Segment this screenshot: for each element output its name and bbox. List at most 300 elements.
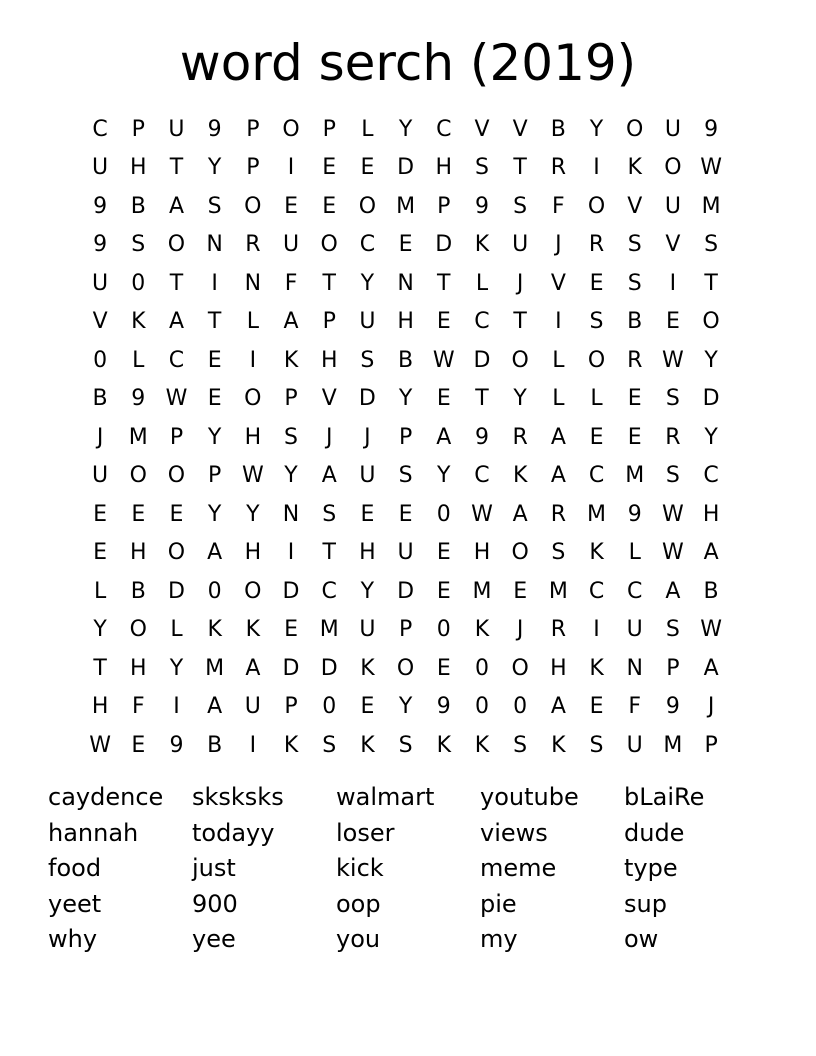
grid-letter: E [436,578,451,604]
grid-letter: W [700,617,722,643]
grid-letter: 0 [513,694,528,720]
grid-letter: U [92,155,109,181]
grid-letter: R [627,347,643,373]
word-list-item: you [336,925,381,954]
grid-letter: Y [360,578,375,604]
grid-letter: D [473,347,491,373]
grid-letter: A [436,424,452,450]
grid-letter: E [207,347,222,373]
grid-letter: C [436,116,452,142]
grid-letter: A [550,463,566,489]
grid-letter: 0 [436,617,451,643]
grid-letter: U [626,732,643,758]
grid-letter: H [473,540,491,566]
grid-letter: W [432,347,455,373]
grid-letter: U [244,694,261,720]
word-list-item: caydence [48,783,164,811]
grid-letter: E [93,501,108,527]
grid-letter: 9 [93,193,108,219]
grid-letter: U [664,116,681,142]
grid-letter: I [173,694,180,720]
grid-letter: L [93,578,107,604]
grid-letter: C [474,463,490,489]
grid-letter: M [128,424,148,450]
grid-letter: K [283,347,299,373]
grid-letter: K [627,155,642,181]
grid-letter: L [475,270,489,296]
grid-letter: S [589,732,604,758]
word-column [480,780,624,958]
grid-letter: S [627,270,642,296]
grid-letter: F [284,270,298,296]
grid-letter: A [665,578,681,604]
grid-letter: L [552,386,565,412]
grid-letter: K [283,732,299,758]
grid-letter: M [625,463,645,489]
grid-letter: U [512,232,529,258]
grid-letter: H [130,655,147,681]
grid-letter: S [627,232,642,258]
grid-letter: O [511,655,529,681]
word-list-item: 900 [192,889,238,918]
grid-letter: O [167,540,186,566]
grid-letter: P [246,155,260,181]
grid-letter: C [92,116,108,142]
grid-letter: B [92,386,108,412]
grid-letter: K [360,655,375,681]
word-column [336,780,480,958]
grid-letter: O [358,193,377,219]
grid-letter: V [321,386,337,412]
grid-letter: D [320,655,338,681]
grid-letter: V [92,309,108,335]
word-column [624,780,768,958]
grid-letter: D [702,386,720,412]
grid-letter: H [550,655,567,681]
word-list-item: meme [480,854,557,883]
grid-letter: I [287,540,295,566]
grid-letter: L [361,116,374,142]
grid-letter: U [92,463,109,489]
grid-letter: E [398,501,413,527]
grid-letter: A [703,655,719,681]
grid-letter: S [360,347,375,373]
grid-letter: S [589,309,604,335]
grid-letter: H [244,540,262,566]
grid-letter: W [165,386,188,412]
grid-row [81,418,731,457]
grid-letter: S [665,617,680,643]
word-list-item: kick [336,854,384,883]
grid-letter: O [244,386,262,412]
grid-row [81,226,731,265]
grid-letter: V [512,116,528,142]
grid-letter: O [587,347,606,373]
grid-letter: V [627,193,643,219]
grid-letter: Y [284,463,298,489]
grid-letter: I [249,347,257,373]
grid-letter: O [511,347,529,373]
grid-letter: 0 [436,501,451,527]
word-list-item: my [480,925,518,954]
word-list-item: why [48,925,98,954]
grid-letter: E [169,501,184,527]
grid-letter: I [669,270,677,296]
grid-letter: Y [93,617,107,643]
word-list-item: walmart [336,783,435,811]
grid-letter: Y [437,463,451,489]
grid-letter: J [325,424,333,450]
grid-row [81,341,731,380]
grid-letter: E [589,270,604,296]
word-list-item: type [624,854,678,883]
grid-letter: N [244,270,262,296]
word-list-item: sup [624,889,667,918]
grid-letter: U [92,270,109,296]
grid-letter: A [550,424,566,450]
grid-letter: E [322,193,337,219]
grid-letter: Y [704,424,718,450]
grid-letter: T [513,155,527,181]
grid-letter: E [360,501,375,527]
word-column [192,780,336,958]
grid-letter: B [130,578,146,604]
grid-letter: K [551,732,566,758]
grid-letter: S [398,463,413,489]
grid-letter: S [665,463,680,489]
word-list-item: hannah [48,818,139,847]
page-title: word serch (2019) [179,34,637,92]
grid-letter: I [593,617,600,643]
word-column [48,780,192,958]
grid-row [81,495,731,534]
grid-letter: C [588,463,605,489]
grid-letter: Y [207,501,222,527]
grid-letter: T [169,155,184,181]
grid-letter: N [626,655,643,681]
grid-letter: N [282,501,300,527]
grid-letter: A [283,309,299,335]
grid-letter: O [129,463,147,489]
grid-letter: V [550,270,566,296]
grid-letter: M [472,578,492,604]
grid-letter: J [364,424,371,450]
grid-letter: T [513,309,527,335]
grid-letter: K [245,617,261,643]
grid-letter: E [436,655,451,681]
grid-letter: R [245,232,261,258]
grid-letter: E [436,540,451,566]
grid-letter: P [246,116,260,142]
grid-letter: M [205,655,225,681]
grid-letter: Y [246,501,260,527]
grid-row [81,611,731,650]
grid-letter: Y [398,386,413,412]
grid-letter: W [662,501,684,527]
word-bank [48,780,768,958]
grid-letter: T [475,386,489,412]
grid-letter: U [282,232,300,258]
grid-letter: B [550,116,566,142]
grid-letter: L [246,309,259,335]
grid-row [81,457,731,496]
grid-letter: K [474,617,490,643]
word-list-item: todayy [192,818,275,847]
grid-letter: A [703,540,719,566]
grid-letter: W [662,540,684,566]
grid-letter: K [131,309,146,335]
word-list-item: yee [192,925,236,954]
grid-letter: K [360,732,375,758]
word-list-item: pie [480,889,517,918]
grid-letter: E [360,155,375,181]
grid-letter: E [131,732,146,758]
grid-letter: T [207,309,222,335]
grid-row [81,380,731,419]
grid-row [81,572,731,611]
grid-letter: W [89,732,111,758]
grid-letter: D [282,655,300,681]
grid-letter: 9 [704,116,719,142]
grid-letter: A [321,463,337,489]
grid-letter: O [167,463,186,489]
grid-letter: E [284,617,298,643]
grid-letter: D [397,155,415,181]
grid-letter: E [589,424,604,450]
grid-letter: E [627,424,642,450]
word-list-item: bLaiRe [624,783,705,811]
grid-letter: 0 [131,270,146,296]
grid-letter: R [588,232,605,258]
grid-letter: O [320,232,338,258]
grid-letter: Y [513,386,527,412]
grid-letter: E [665,309,680,335]
grid-letter: A [207,540,223,566]
grid-letter: O [664,155,682,181]
grid-letter: H [130,540,147,566]
grid-letter: E [398,232,413,258]
grid-letter: E [436,386,451,412]
grid-letter: D [358,386,376,412]
grid-letter: I [555,309,562,335]
grid-letter: K [589,540,604,566]
grid-letter: M [701,193,721,219]
grid-letter: T [169,270,184,296]
grid-letter: P [169,424,184,450]
grid-letter: T [322,540,336,566]
grid-letter: E [436,309,451,335]
grid-letter: E [207,386,222,412]
grid-letter: I [593,155,600,181]
grid-letter: D [397,578,415,604]
grid-letter: O [167,232,186,258]
grid-letter: P [666,655,680,681]
grid-letter: 9 [436,694,451,720]
grid-letter: S [131,232,146,258]
grid-letter: B [207,732,223,758]
grid-letter: B [627,309,643,335]
grid-letter: R [550,617,566,643]
grid-letter: J [707,694,715,720]
grid-letter: P [398,617,413,643]
grid-letter: O [587,193,606,219]
grid-letter: V [474,116,490,142]
grid-letter: E [513,578,528,604]
grid-row [81,649,731,688]
grid-letter: C [703,463,719,489]
grid-letter: C [474,309,490,335]
grid-letter: O [129,617,147,643]
grid-letter: L [132,347,145,373]
grid-letter: A [512,501,528,527]
grid-letter: L [590,386,603,412]
grid-letter: K [207,617,222,643]
grid-letter: K [474,232,490,258]
grid-letter: H [91,694,109,720]
grid-letter: L [552,347,565,373]
grid-letter: V [665,232,681,258]
grid-letter: E [93,540,108,566]
grid-letter: 9 [169,732,184,758]
grid-row [81,110,731,149]
grid-letter: F [131,694,145,720]
grid-letter: 0 [474,694,489,720]
grid-letter: S [513,732,528,758]
grid-letter: P [704,732,718,758]
grid-letter: 0 [322,694,337,720]
grid-letter: H [435,155,453,181]
word-list-item: dude [624,818,685,847]
grid-letter: U [168,116,185,142]
grid-letter: P [398,424,413,450]
grid-letter: N [206,232,223,258]
grid-letter: 0 [474,655,489,681]
grid-letter: O [702,309,720,335]
grid-letter: B [398,347,414,373]
grid-letter: E [322,155,337,181]
grid-letter: Y [398,694,413,720]
grid-letter: T [322,270,336,296]
grid-letter: J [516,270,524,296]
grid-letter: O [244,193,262,219]
grid-letter: T [437,270,451,296]
grid-letter: W [471,501,493,527]
grid-letter: H [244,424,262,450]
grid-row [81,688,731,727]
grid-letter: K [589,655,604,681]
grid-letter: Y [704,347,718,373]
grid-row [81,534,731,573]
grid-letter: S [207,193,222,219]
grid-letter: R [550,501,566,527]
grid-letter: L [170,617,183,643]
grid-letter: I [211,270,218,296]
word-list-item: ow [624,925,659,954]
grid-letter: H [397,309,414,335]
grid-letter: 9 [474,193,489,219]
grid-row [81,726,731,765]
word-list-item: oop [336,889,381,918]
grid-letter: O [282,116,300,142]
grid-letter: F [552,193,565,219]
grid-letter: P [437,193,451,219]
grid-letter: I [249,732,257,758]
grid-letter: O [396,655,415,681]
grid-letter: R [665,424,681,450]
grid-letter: 9 [131,386,146,412]
grid-letter: D [167,578,185,604]
grid-letter: U [359,309,376,335]
word-list-item: yeet [48,889,102,918]
grid-letter: J [516,617,524,643]
grid-letter: W [700,155,722,181]
grid-letter: D [435,232,453,258]
grid-letter: 9 [665,694,680,720]
grid-letter: Y [169,655,184,681]
word-list-item: youtube [480,783,579,811]
grid-letter: B [130,193,146,219]
grid-letter: 9 [207,116,222,142]
grid-letter: K [512,463,528,489]
grid-letter: U [359,463,376,489]
grid-letter: C [627,578,643,604]
grid-letter: U [397,540,414,566]
grid-letter: U [359,617,376,643]
grid-letter: L [628,540,641,566]
grid-letter: W [662,347,684,373]
grid-row [81,303,731,342]
word-list-item: sksksks [192,783,284,811]
grid-letter: 0 [93,347,108,373]
grid-letter: H [320,347,338,373]
grid-row [81,187,731,226]
grid-letter: C [168,347,185,373]
grid-letter: S [322,501,337,527]
grid-letter: S [398,732,413,758]
word-list-item: loser [336,818,395,847]
grid-row [81,264,731,303]
grid-letter: O [626,116,644,142]
grid-letter: P [208,463,222,489]
grid-letter: E [284,193,298,219]
grid-letter: E [627,386,642,412]
grid-letter: Y [207,424,222,450]
grid-letter: Y [589,116,604,142]
grid-letter: N [397,270,414,296]
grid-letter: 9 [627,501,642,527]
word-list-item: just [192,854,236,883]
grid-letter: A [245,655,261,681]
grid-letter: M [396,193,416,219]
grid-letter: C [588,578,605,604]
grid-letter: H [359,540,376,566]
grid-letter: E [360,694,375,720]
grid-letter: S [322,732,337,758]
grid-letter: E [589,694,604,720]
grid-letter: A [168,193,184,219]
grid-letter: A [550,694,566,720]
grid-letter: P [284,694,298,720]
grid-letter: P [284,386,298,412]
grid-letter: M [663,732,683,758]
word-list-item: views [480,818,548,847]
grid-letter: K [474,732,490,758]
grid-letter: M [587,501,607,527]
grid-letter: 0 [207,578,222,604]
grid-letter: T [93,655,107,681]
grid-letter: J [555,232,562,258]
grid-letter: B [703,578,719,604]
